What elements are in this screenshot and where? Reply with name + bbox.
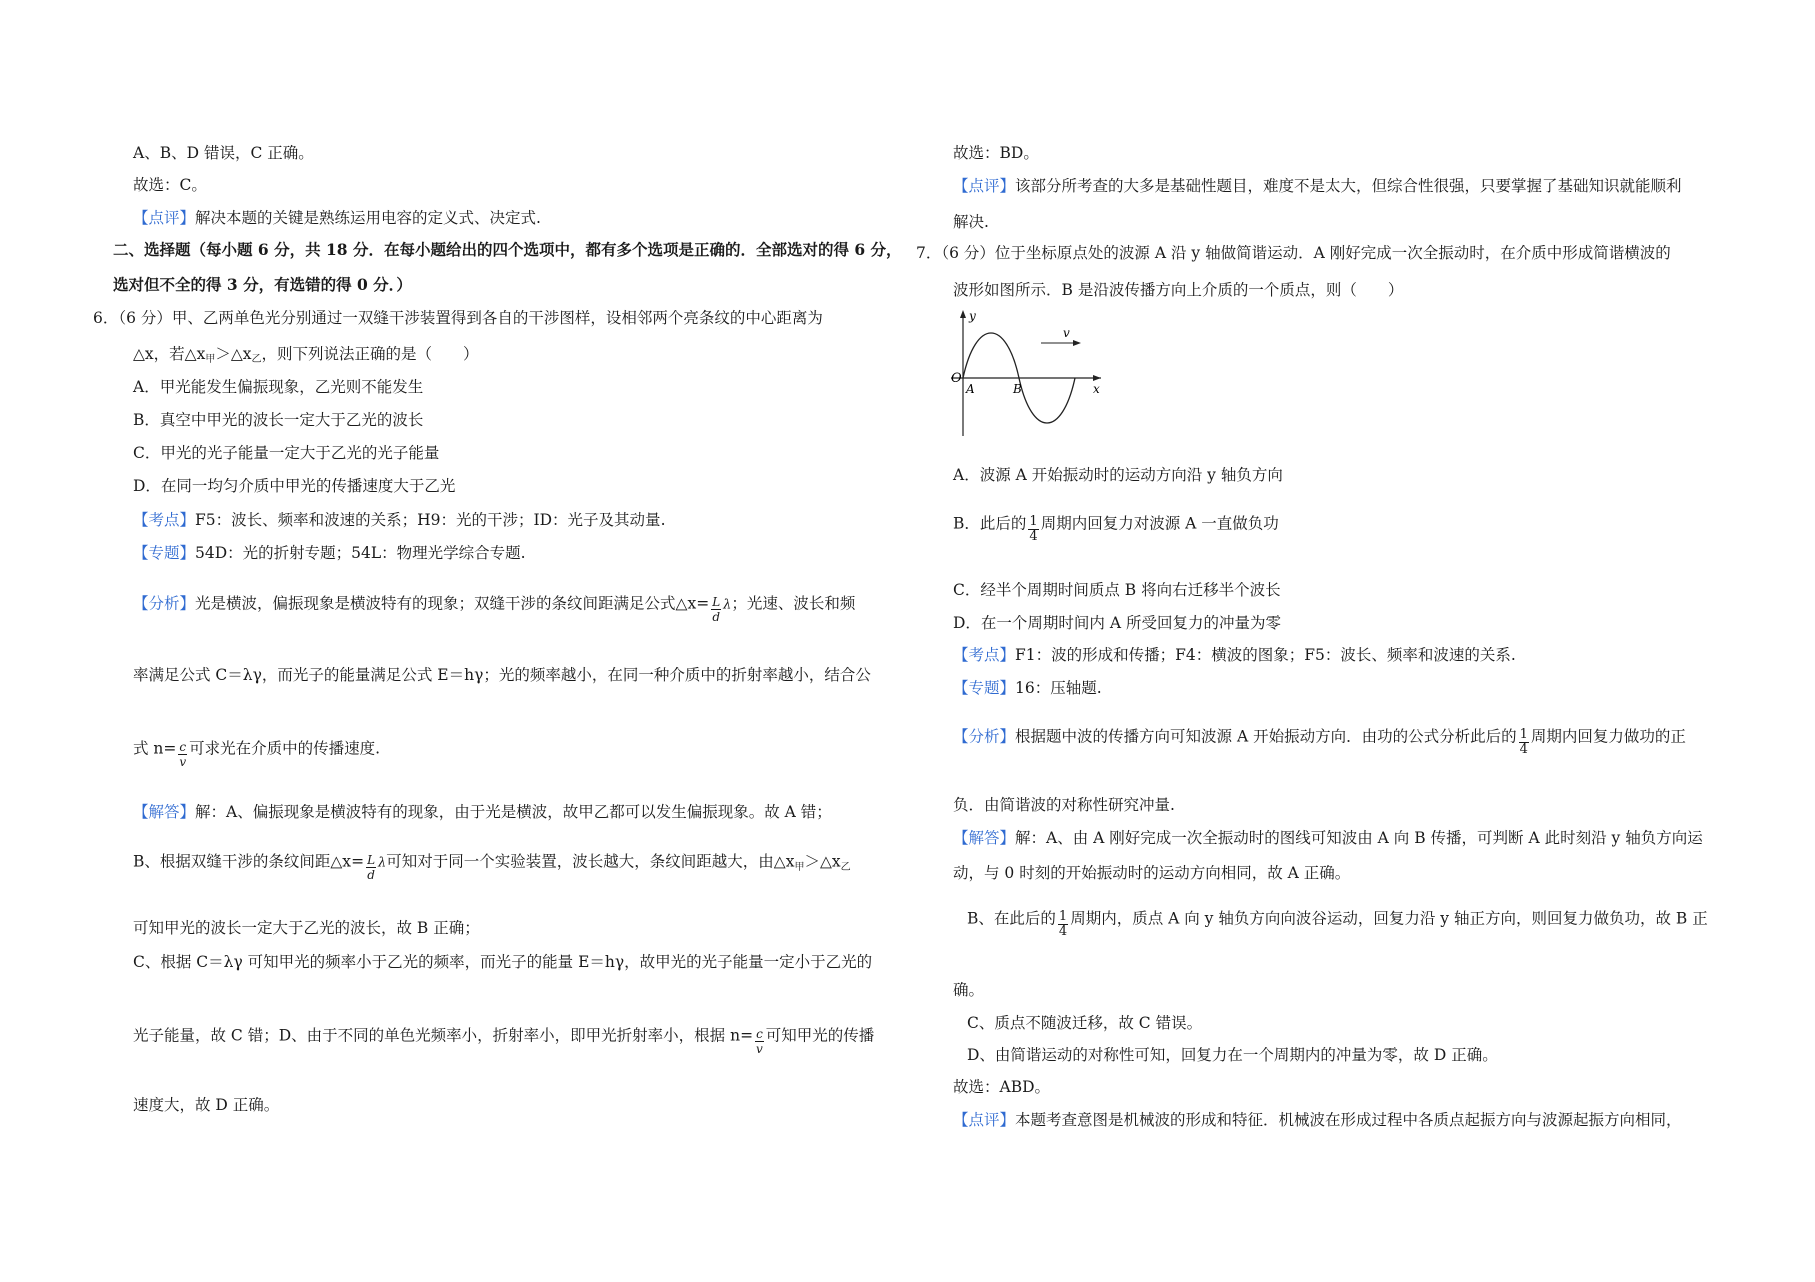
comment-tag: 【点评】 [953,1111,1016,1129]
x-axis-arrow-icon [1093,375,1101,381]
knowledge-tag: 【考点】 [133,511,196,529]
x-label: x [1093,382,1100,396]
fraction-l-over-d [366,853,376,882]
question-7-stem [916,243,1671,263]
numerator: 1 [1029,514,1038,529]
answer-text: 解：A、由 A 刚好完成一次全振动时的图线可知波由 A 向 B 传播，可判断 A 此时刻沿 y 轴负方向运 [1015,829,1703,847]
analysis-text: 式 n [133,739,164,758]
text-line: A、B、D 错误，C 正确。 [133,144,314,162]
equals: = [740,1026,754,1045]
equals: = [696,594,710,613]
question-7-stem-cont: 波形如图所示．B 是沿波传播方向上介质的一个质点，则（ ） [953,281,1404,299]
velocity-arrow-icon [1073,340,1081,346]
text-line: 故选：C。 [133,176,207,194]
topic-tag: 【专题】 [953,679,1016,697]
fraction-one-quarter [1058,910,1068,939]
option-a: A．波源 A 开始振动时的运动方向沿 y 轴负方向 [953,466,1283,484]
answer-line-1 [953,828,1703,848]
answer-text: B、在此后的 [967,909,1056,928]
answer-line-5: C、质点不随波迁移，故 C 错误。 [967,1014,1203,1032]
answer-tag: 【解答】 [953,829,1016,847]
knowledge-point [133,510,666,530]
lambda: λ [723,597,732,613]
comment-line [953,176,1682,196]
origin-label: O [951,371,962,386]
question-text: （6 分）甲、乙两单色光分别通过一双缝干涉装置得到各自的干涉图样，设相邻两个亮条纹的中心距离为 [118,309,823,327]
analysis-text: 周期内回复力做功的正 [1530,727,1686,746]
denominator: 4 [1058,924,1068,939]
answer-line-6: D、由简谐运动的对称性可知，回复力在一个周期内的冲量为零，故 D 正确。 [967,1046,1498,1064]
topic-text: 54D：光的折射专题；54L：物理光学综合专题. [195,544,526,562]
answer-line-3 [967,905,1708,939]
question-6-stem [93,308,823,328]
answer-line-1 [133,802,832,822]
option-text: 周期内回复力对波源 A 一直做负功 [1040,514,1279,533]
knowledge-text: F5：波长、频率和波速的关系；H9：光的干涉；ID：光子及其动量. [195,511,666,529]
option-b [953,510,1279,544]
answer-text: 光子能量，故 C 错；D、由于不同的单色光频率小，折射率小，即甲光折射率小，根据 n [133,1026,741,1045]
comment-text: 本题考查意图是机械波的形成和特征．机械波在形成过程中各质点起振方向与波源起振方向相同， [1015,1111,1682,1129]
wave-figure [951,308,1101,438]
option-c: C．经半个周期时间质点 B 将向右迁移半个波长 [953,581,1281,599]
y-label: y [969,309,976,323]
denominator: 4 [1029,529,1038,544]
comment-line-cont: 解决. [953,213,989,231]
numerator: 1 [1519,727,1528,742]
analysis-line-3 [133,735,381,769]
analysis-line-2: 率满足公式 C＝λγ，而光子的能量满足公式 E＝hγ；光的频率越小，在同一种介质中的折射率越小，结合公 [133,666,871,684]
answer-line-2: 动，与 0 时刻的开始振动时的运动方向相同，故 A 正确。 [953,864,1351,882]
denominator: d [367,868,375,882]
subscript: 甲 [794,861,805,873]
y-axis-arrow-icon [960,310,966,318]
subscript: 乙 [840,861,851,873]
option-d: D．在一个周期时间内 A 所受回复力的冲量为零 [953,614,1281,632]
section-heading-cont: 选对但不全的得 3 分，有选错的得 0 分．） [113,275,412,294]
comment-text: 解决本题的关键是熟练运用电容的定义式、决定式. [195,209,541,227]
question-text: ，则下列说法正确的是（ ） [261,345,479,363]
knowledge-point [953,645,1516,665]
comment-line [133,208,541,228]
lambda: λ [378,855,387,871]
analysis-tag: 【分析】 [133,594,196,613]
comment-line [953,1110,1682,1130]
answer-line-6: 速度大，故 D 正确。 [133,1096,280,1114]
analysis-tag: 【分析】 [953,727,1016,746]
analysis-text: ；光速、波长和频 [731,594,856,613]
answer-text: 解：A、偏振现象是横波特有的现象，由于光是横波，故甲乙都可以发生偏振现象。故 A 错； [195,803,832,821]
answer-line-5 [133,1022,875,1056]
fraction-c-over-v [178,740,187,769]
topic [953,678,1102,698]
equals: = [163,739,177,758]
point-b-label: B [1013,382,1022,396]
option-d: D．在同一均匀介质中甲光的传播速度大于乙光 [133,477,456,495]
answer-text: 周期内，质点 A 向 y 轴负方向向波谷运动，回复力沿 y 轴正方向，则回复力做负功，故 B 正 [1070,909,1708,928]
question-6-stem-cont [133,344,479,367]
denominator: v [179,755,187,769]
comment-text: 该部分所考查的大多是基础性题目，难度不是太大，但综合性很强，只要掌握了基础知识就能顺利 [1015,177,1682,195]
answer-text: 可知甲光的传播 [765,1026,875,1045]
topic-tag: 【专题】 [133,544,196,562]
subscript: 甲 [205,354,216,365]
answer-text: 可知对于同一个实验装置，波长越大，条纹间距越大，由△x [386,852,795,871]
topic [133,543,526,563]
answer-text: B、根据双缝干涉的条纹间距△x [133,852,352,871]
fraction-one-quarter [1519,728,1529,757]
equals: = [351,852,365,871]
denominator: v [756,1042,763,1056]
text-line: 故选：BD。 [953,144,1039,162]
option-a: A．甲光能发生偏振现象，乙光则不能发生 [133,378,424,396]
answer-tag: 【解答】 [133,803,196,821]
numerator: c [179,740,187,754]
answer-line-7: 故选：ABD。 [953,1078,1051,1096]
analysis-line-1 [953,723,1686,757]
answer-text: ＞△x [804,852,841,871]
v-label: v [1063,326,1070,340]
subscript: 乙 [251,354,262,365]
answer-line-2 [133,848,851,882]
analysis-text: 可求光在介质中的传播速度. [189,739,381,758]
option-text: B．此后的 [953,514,1027,533]
analysis-line-1 [133,590,856,624]
comment-tag: 【点评】 [133,209,196,227]
analysis-line-2: 负．由简谐波的对称性研究冲量. [953,796,1175,814]
comment-tag: 【点评】 [953,177,1016,195]
question-number: 7． [916,244,942,262]
answer-line-4: 确。 [953,981,985,999]
question-text: （6 分）位于坐标原点处的波源 A 沿 y 轴做简谐运动．A 刚好完成一次全振动时，在介质中形成简谐横波的 [941,244,1671,262]
fraction-one-quarter [1028,515,1038,544]
fraction-c-over-v [755,1027,764,1056]
numerator: L [712,595,721,609]
numerator: 1 [1058,909,1068,924]
question-text: ＞△x [215,345,252,363]
knowledge-text: F1：波的形成和传播；F4：横波的图象；F5：波长、频率和波速的关系. [1015,646,1516,664]
answer-line-3: 可知甲光的波长一定大于乙光的波长，故 B 正确； [133,919,480,937]
analysis-text: 光是横波，偏振现象是横波特有的现象；双缝干涉的条纹间距满足公式△x [195,594,697,613]
section-heading: 二、选择题（每小题 6 分，共 18 分．在每小题给出的四个选项中，都有多个选项是正确的．全部选对的得 6 分， [113,240,902,259]
option-c: C．甲光的光子能量一定大于乙光的光子能量 [133,444,440,462]
knowledge-tag: 【考点】 [953,646,1016,664]
question-number: 6． [93,309,119,327]
denominator: d [712,610,721,624]
topic-text: 16：压轴题. [1015,679,1102,697]
denominator: 4 [1519,742,1528,757]
option-b: B．真空中甲光的波长一定大于乙光的波长 [133,411,424,429]
analysis-text: 根据题中波的传播方向可知波源 A 开始振动方向．由功的公式分析此后的 [1015,727,1517,746]
question-text: △x，若△x [133,345,206,363]
point-a-label: A [966,382,975,396]
numerator: c [756,1027,763,1041]
numerator: L [367,853,376,867]
answer-line-4: C、根据 C＝λγ 可知甲光的频率小于乙光的频率，而光子的能量 E＝hγ，故甲光的光子能量一定小于乙光的 [133,953,873,971]
fraction-l-over-d [711,595,721,624]
